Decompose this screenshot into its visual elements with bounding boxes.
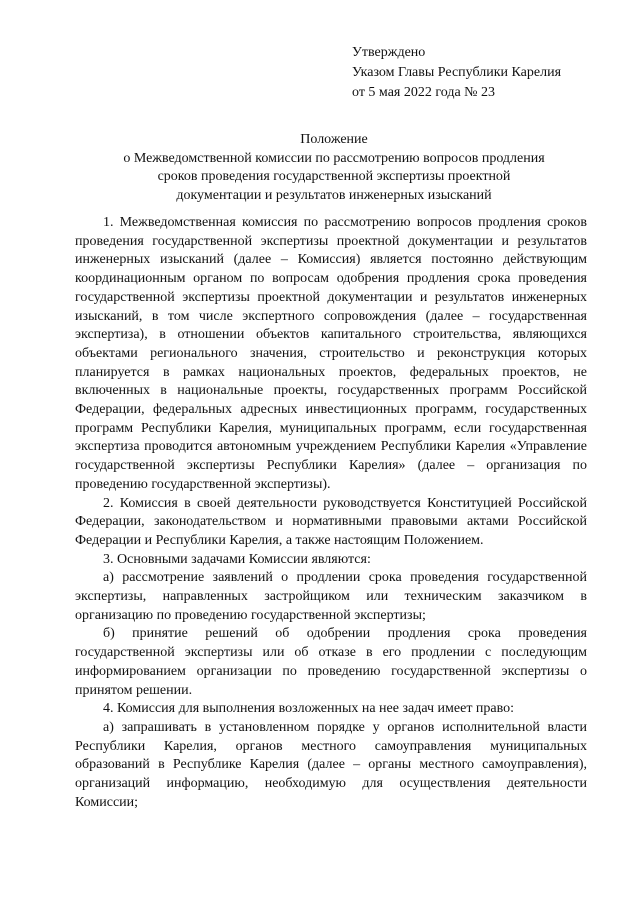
- title-line-3: сроков проведения государственной экспертизы проектной: [157, 169, 511, 184]
- document-title: [60, 131, 608, 205]
- title-line-2: о Межведомственной комиссии по рассмотрению вопросов продления: [123, 150, 545, 166]
- approval-line-approved: Утверждено: [352, 45, 426, 60]
- paragraph-3a: а) рассмотрение заявлений о продлении срока проведения государственной экспертизы, направленных застройщиком или техническим заказчиком в организацию по проведению государственной экспертизы;: [75, 570, 587, 623]
- document-body: [75, 214, 587, 813]
- paragraph-3b: б) принятие решений об одобрении продления срока проведения государственной экспертизы или об отказе в его продлении с последующим информированием организации по проведению государственной экспертизы о принятом решении.: [75, 626, 587, 698]
- paragraph-3: 3. Основными задачами Комиссии являются:: [103, 551, 371, 567]
- approval-line-date: от 5 мая 2022 года № 23: [352, 85, 496, 100]
- approval-stamp: [352, 43, 561, 103]
- paragraph-1: 1. Межведомственная комиссия по рассмотрению вопросов продления сроков проведения государственной экспертизы проектной документации и результатов инженерных изысканий (далее – Комиссия) является постоянно действующим координационным органом по вопросам одобрения продления срока проведения государственной экспертизы проектной документации и результатов инженерных изысканий, в том числе экспертного сопровождения (далее – государственная экспертиза), в отношении объектов капитального строительства, являющихся объектами регионального значения, строительство и реконструкция которых планируется в рамках национальных проектов, федеральных проектов, не включенных в национальные проекты, государственных программ Российской Федерации, федеральных адресных инвестиционных программ, государственных программ Республики Карелия, муниципальных программ, если государственная экспертиза проводится автономным учреждением Республики Карелия «Управление государственной экспертизы Республики Карелия» (далее – организация по проведению государственной экспертизы).: [75, 215, 587, 492]
- title-line-1: Положение: [300, 132, 368, 147]
- title-line-4: документации и результатов инженерных изысканий: [176, 187, 492, 203]
- paragraph-4a: а) запрашивать в установленном порядке у органов исполнительной власти Республики Карелия, органов местного самоуправления муниципальных образований в Республике Карелия (далее – органы местного самоуправления), организаций информацию, необходимую для осуществления деятельности Комиссии;: [75, 719, 587, 810]
- paragraph-2: 2. Комиссия в своей деятельности руководствуется Конституцией Российской Федерации, законодательством и нормативными правовыми актами Российской Федерации и Республики Карелия, а также настоящим Положением.: [75, 495, 587, 548]
- paragraph-4: 4. Комиссия для выполнения возложенных на нее задач имеет право:: [103, 701, 515, 717]
- approval-line-decree: Указом Главы Республики Карелия: [352, 65, 562, 80]
